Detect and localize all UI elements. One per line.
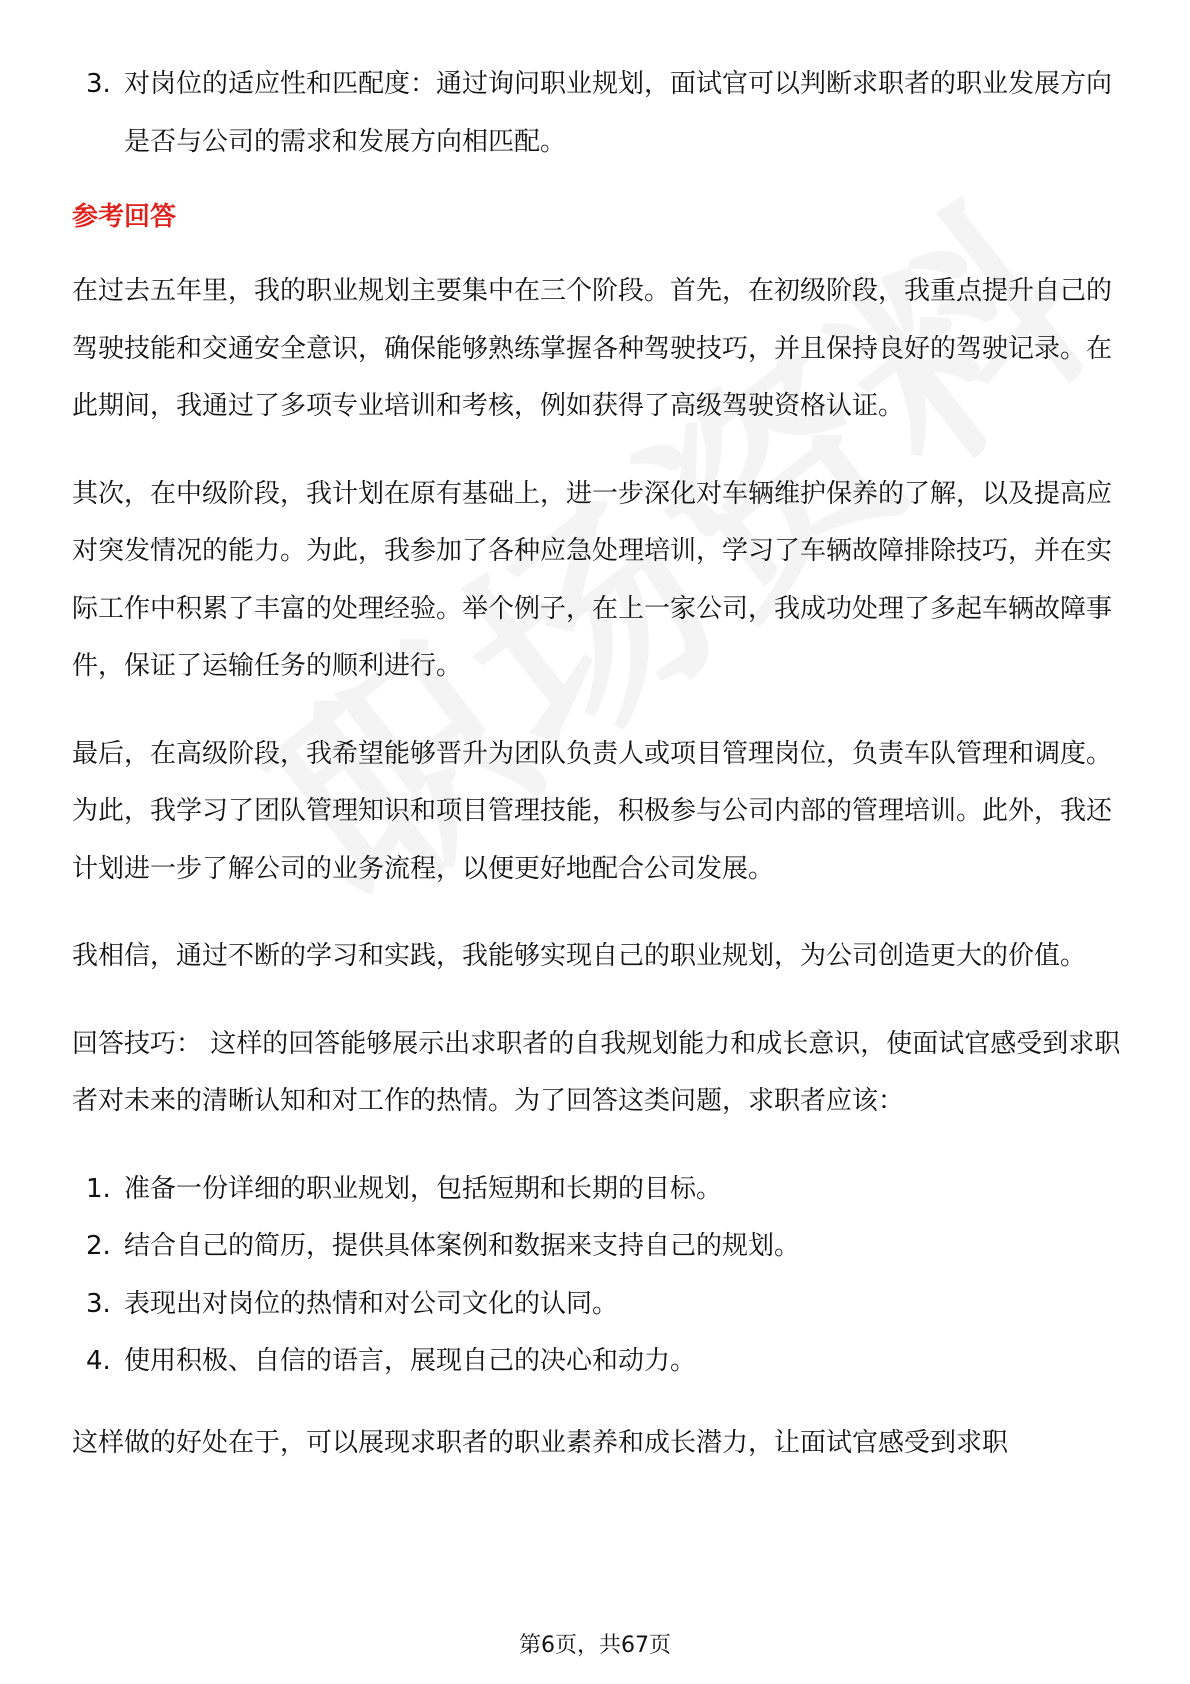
- list-item-number: 4.: [86, 1346, 111, 1376]
- closing-paragraph: 这样做的好处在于，可以展现求职者的职业素养和成长潜力，让面试官感受到求职: [72, 1427, 1009, 1458]
- tips-intro-paragraph: 回答技巧： 这样的回答能够展示出求职者的自我规划能力和成长意识，使面试官感受到求职者对未来的清晰认知和对工作的热情。为了回答这类问题，求职者应该：: [72, 1028, 1121, 1116]
- tips-list: [72, 1161, 1122, 1391]
- list-item-number: 1.: [86, 1173, 111, 1204]
- list-item: [72, 1161, 1122, 1219]
- answer-paragraph-1: 在过去五年里，我的职业规划主要集中在三个阶段。首先，在初级阶段，我重点提升自己的驾驶技能和交通安全意识，确保能够熟练掌握各种驾驶技巧，并且保持良好的驾驶记录。在此期间，我通过了多项专业培训和考核，例如获得了高级驾驶资格认证。: [72, 276, 1113, 421]
- list-item-text: 对岗位的适应性和匹配度：通过询问职业规划，面试官可以判断求职者的职业发展方向是否与公司的需求和发展方向相匹配。: [124, 69, 1113, 157]
- list-item: [72, 56, 1122, 171]
- document-body: [72, 56, 1122, 1502]
- answer-paragraph-4: 我相信，通过不断的学习和实践，我能够实现自己的职业规划，为公司创造更大的价值。: [72, 941, 1087, 971]
- list-item: [72, 1218, 1122, 1276]
- list-item-number: 3.: [86, 1288, 111, 1319]
- list-item-text: 表现出对岗位的热情和对公司文化的认同。: [124, 1288, 619, 1319]
- list-item-number: 2.: [86, 1231, 111, 1261]
- list-item-text: 使用积极、自信的语言，展现自己的决心和动力。: [124, 1346, 697, 1376]
- page-number-footer: 第6页，共67页: [519, 1633, 671, 1658]
- answer-paragraph-2: 其次，在中级阶段，我计划在原有基础上，进一步深化对车辆维护保养的了解，以及提高应对突发情况的能力。为此，我参加了各种应急处理培训，学习了车辆故障排除技巧，并在实际工作中积累了丰富的处理经验。举个例子，在上一家公司，我成功处理了多起车辆故障事件，保证了运输任务的顺利进行。: [72, 478, 1113, 681]
- answer-paragraph-3: 最后，在高级阶段，我希望能够晋升为团队负责人或项目管理岗位，负责车队管理和调度。为此，我学习了团队管理知识和项目管理技能，积极参与公司内部的管理培训。此外，我还计划进一步了解公司的业务流程，以便更好地配合公司发展。: [72, 738, 1113, 884]
- list-item: [72, 1276, 1122, 1334]
- list-item-text: 结合自己的简历，提供具体案例和数据来支持自己的规划。: [124, 1231, 801, 1261]
- list-item: [72, 1333, 1122, 1391]
- list-item-text: 准备一份详细的职业规划，包括短期和长期的目标。: [124, 1173, 723, 1204]
- list-item-number: 3.: [86, 69, 111, 99]
- section-heading: 参考回答: [72, 202, 177, 232]
